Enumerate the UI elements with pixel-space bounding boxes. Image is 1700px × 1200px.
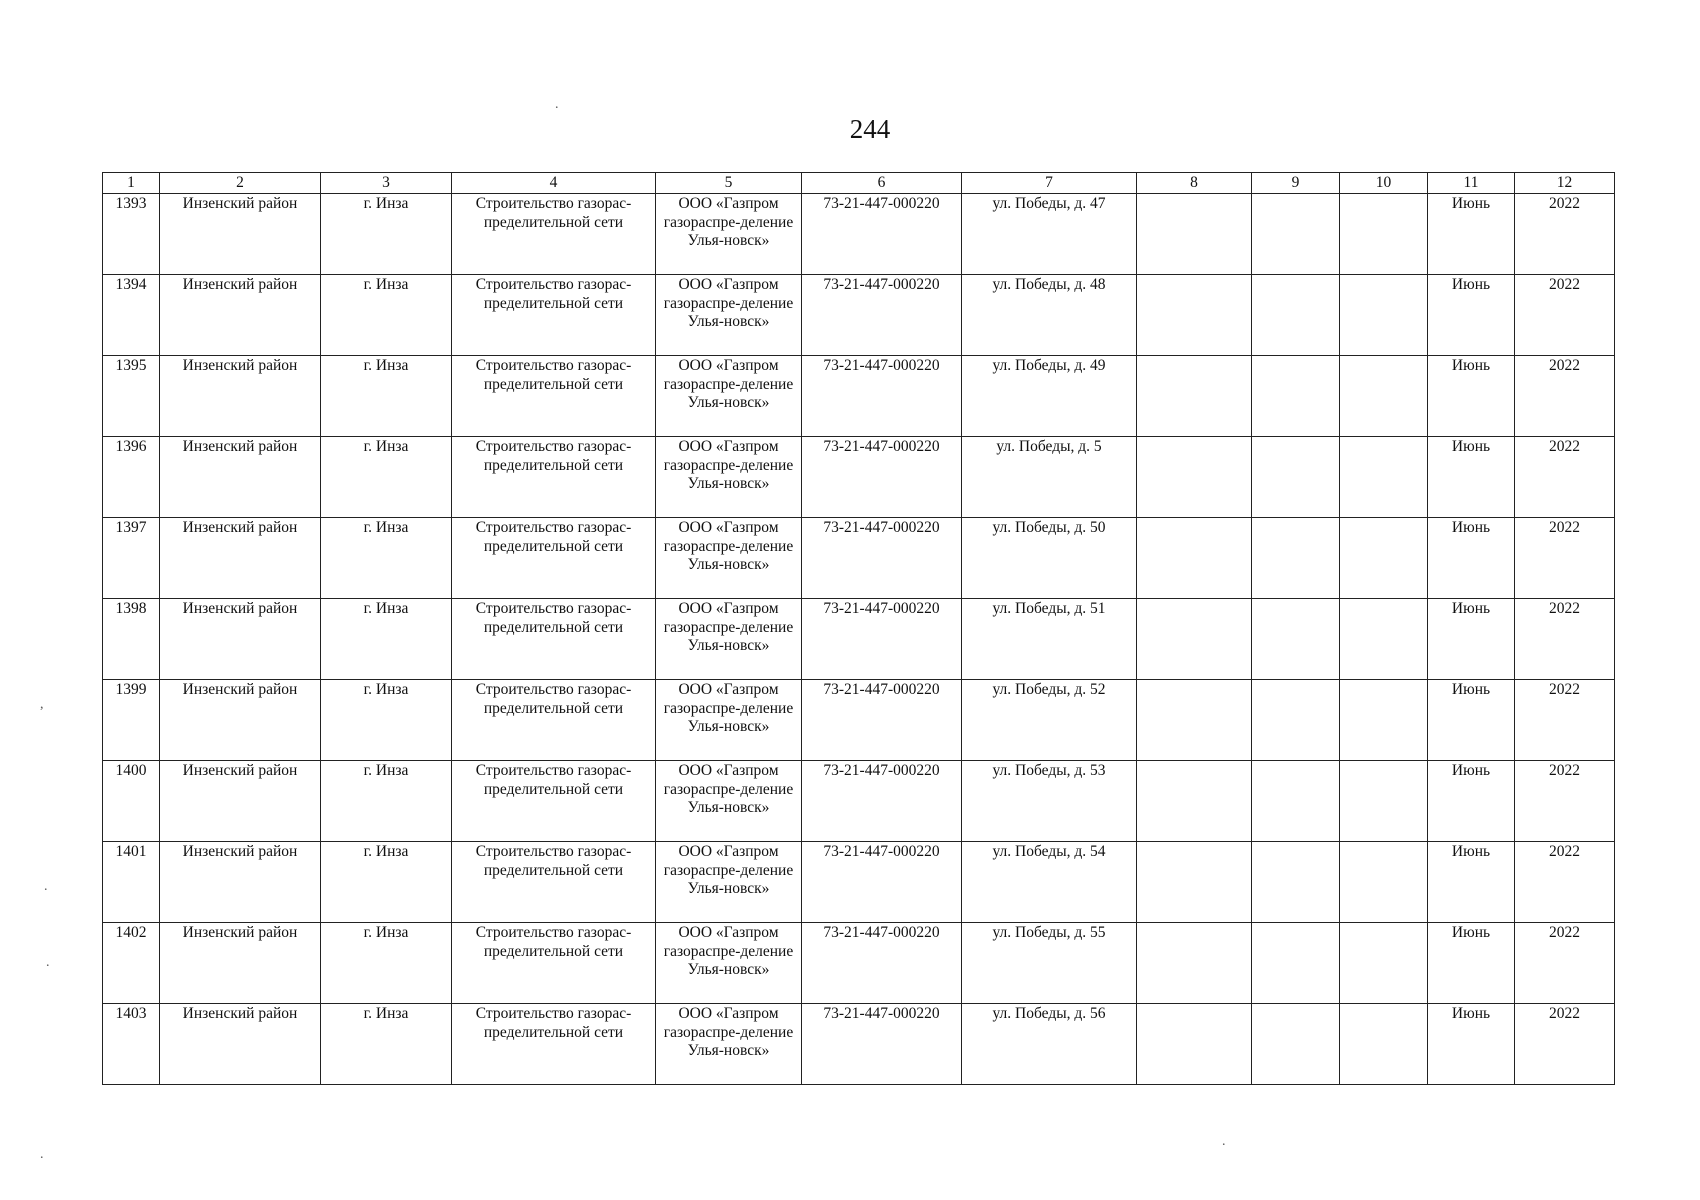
cell-organization: ООО «Газпром газораспре-деление Улья-новск» xyxy=(656,356,802,437)
cell-year: 2022 xyxy=(1515,437,1615,518)
cell-col-8 xyxy=(1137,599,1252,680)
cell-work-type: Строительство газорас-пределительной сети xyxy=(452,842,656,923)
cell-code: 73-21-447-000220 xyxy=(802,1004,962,1085)
cell-address: ул. Победы, д. 56 xyxy=(962,1004,1137,1085)
cell-code: 73-21-447-000220 xyxy=(802,275,962,356)
cell-code: 73-21-447-000220 xyxy=(802,761,962,842)
cell-month: Июнь xyxy=(1428,437,1515,518)
cell-col-10 xyxy=(1340,1004,1428,1085)
cell-col-9 xyxy=(1252,761,1340,842)
cell-month: Июнь xyxy=(1428,1004,1515,1085)
cell-address: ул. Победы, д. 51 xyxy=(962,599,1137,680)
cell-col-9 xyxy=(1252,518,1340,599)
cell-code: 73-21-447-000220 xyxy=(802,680,962,761)
cell-col-8 xyxy=(1137,437,1252,518)
scan-speck: . xyxy=(1222,1134,1226,1149)
cell-col-9 xyxy=(1252,194,1340,275)
scan-speck: . xyxy=(44,879,48,894)
cell-row-number: 1394 xyxy=(103,275,160,356)
table-row xyxy=(103,842,1615,923)
cell-col-8 xyxy=(1137,1004,1252,1085)
cell-row-number: 1401 xyxy=(103,842,160,923)
cell-col-10 xyxy=(1340,680,1428,761)
cell-district: Инзенский район xyxy=(160,761,321,842)
cell-work-type: Строительство газорас-пределительной сети xyxy=(452,680,656,761)
cell-district: Инзенский район xyxy=(160,437,321,518)
cell-code: 73-21-447-000220 xyxy=(802,842,962,923)
cell-district: Инзенский район xyxy=(160,680,321,761)
cell-district: Инзенский район xyxy=(160,518,321,599)
cell-col-9 xyxy=(1252,680,1340,761)
table-row xyxy=(103,1004,1615,1085)
cell-year: 2022 xyxy=(1515,275,1615,356)
cell-code: 73-21-447-000220 xyxy=(802,437,962,518)
cell-col-10 xyxy=(1340,599,1428,680)
cell-work-type: Строительство газорас-пределительной сети xyxy=(452,437,656,518)
table-row xyxy=(103,923,1615,1004)
cell-code: 73-21-447-000220 xyxy=(802,923,962,1004)
cell-year: 2022 xyxy=(1515,356,1615,437)
cell-district: Инзенский район xyxy=(160,356,321,437)
column-header: 3 xyxy=(321,173,452,194)
cell-organization: ООО «Газпром газораспре-деление Улья-новск» xyxy=(656,842,802,923)
cell-town: г. Инза xyxy=(321,680,452,761)
cell-col-8 xyxy=(1137,356,1252,437)
cell-organization: ООО «Газпром газораспре-деление Улья-новск» xyxy=(656,194,802,275)
cell-year: 2022 xyxy=(1515,518,1615,599)
cell-work-type: Строительство газорас-пределительной сети xyxy=(452,194,656,275)
cell-month: Июнь xyxy=(1428,356,1515,437)
cell-organization: ООО «Газпром газораспре-деление Улья-новск» xyxy=(656,923,802,1004)
cell-col-8 xyxy=(1137,842,1252,923)
cell-row-number: 1398 xyxy=(103,599,160,680)
cell-month: Июнь xyxy=(1428,275,1515,356)
cell-col-10 xyxy=(1340,923,1428,1004)
cell-col-8 xyxy=(1137,923,1252,1004)
cell-col-10 xyxy=(1340,275,1428,356)
column-header: 12 xyxy=(1515,173,1615,194)
cell-district: Инзенский район xyxy=(160,923,321,1004)
cell-district: Инзенский район xyxy=(160,275,321,356)
cell-town: г. Инза xyxy=(321,599,452,680)
scan-speck: . xyxy=(46,955,50,970)
cell-town: г. Инза xyxy=(321,923,452,1004)
cell-address: ул. Победы, д. 55 xyxy=(962,923,1137,1004)
cell-organization: ООО «Газпром газораспре-деление Улья-новск» xyxy=(656,680,802,761)
cell-address: ул. Победы, д. 48 xyxy=(962,275,1137,356)
cell-town: г. Инза xyxy=(321,1004,452,1085)
cell-row-number: 1400 xyxy=(103,761,160,842)
cell-town: г. Инза xyxy=(321,194,452,275)
table-row xyxy=(103,275,1615,356)
cell-address: ул. Победы, д. 53 xyxy=(962,761,1137,842)
header-row xyxy=(103,173,1615,194)
cell-year: 2022 xyxy=(1515,599,1615,680)
cell-town: г. Инза xyxy=(321,356,452,437)
cell-year: 2022 xyxy=(1515,923,1615,1004)
scan-speck: . xyxy=(555,97,559,112)
cell-col-10 xyxy=(1340,518,1428,599)
cell-col-9 xyxy=(1252,842,1340,923)
cell-year: 2022 xyxy=(1515,680,1615,761)
cell-month: Июнь xyxy=(1428,761,1515,842)
cell-col-9 xyxy=(1252,437,1340,518)
cell-row-number: 1403 xyxy=(103,1004,160,1085)
cell-address: ул. Победы, д. 5 xyxy=(962,437,1137,518)
cell-row-number: 1402 xyxy=(103,923,160,1004)
cell-col-8 xyxy=(1137,680,1252,761)
cell-code: 73-21-447-000220 xyxy=(802,194,962,275)
table-row xyxy=(103,680,1615,761)
cell-work-type: Строительство газорас-пределительной сети xyxy=(452,923,656,1004)
cell-year: 2022 xyxy=(1515,842,1615,923)
page-number: 244 xyxy=(849,114,891,144)
cell-col-9 xyxy=(1252,923,1340,1004)
cell-town: г. Инза xyxy=(321,518,452,599)
cell-address: ул. Победы, д. 52 xyxy=(962,680,1137,761)
cell-organization: ООО «Газпром газораспре-деление Улья-новск» xyxy=(656,1004,802,1085)
register-table xyxy=(102,172,1615,1085)
cell-work-type: Строительство газорас-пределительной сети xyxy=(452,761,656,842)
cell-code: 73-21-447-000220 xyxy=(802,599,962,680)
cell-col-10 xyxy=(1340,356,1428,437)
cell-address: ул. Победы, д. 50 xyxy=(962,518,1137,599)
column-header: 4 xyxy=(452,173,656,194)
cell-row-number: 1396 xyxy=(103,437,160,518)
column-header: 1 xyxy=(103,173,160,194)
cell-code: 73-21-447-000220 xyxy=(802,356,962,437)
cell-address: ул. Победы, д. 49 xyxy=(962,356,1137,437)
cell-work-type: Строительство газорас-пределительной сети xyxy=(452,356,656,437)
cell-row-number: 1395 xyxy=(103,356,160,437)
cell-address: ул. Победы, д. 47 xyxy=(962,194,1137,275)
cell-town: г. Инза xyxy=(321,761,452,842)
cell-district: Инзенский район xyxy=(160,599,321,680)
column-header: 10 xyxy=(1340,173,1428,194)
cell-col-9 xyxy=(1252,356,1340,437)
table-row xyxy=(103,194,1615,275)
cell-row-number: 1397 xyxy=(103,518,160,599)
cell-town: г. Инза xyxy=(321,842,452,923)
column-header: 5 xyxy=(656,173,802,194)
scan-speck: . xyxy=(40,1147,44,1162)
cell-month: Июнь xyxy=(1428,923,1515,1004)
table-row xyxy=(103,518,1615,599)
cell-col-9 xyxy=(1252,599,1340,680)
cell-organization: ООО «Газпром газораспре-деление Улья-новск» xyxy=(656,761,802,842)
cell-work-type: Строительство газорас-пределительной сети xyxy=(452,1004,656,1085)
column-header: 11 xyxy=(1428,173,1515,194)
cell-year: 2022 xyxy=(1515,761,1615,842)
column-header: 6 xyxy=(802,173,962,194)
cell-col-8 xyxy=(1137,518,1252,599)
cell-col-8 xyxy=(1137,194,1252,275)
cell-month: Июнь xyxy=(1428,599,1515,680)
cell-town: г. Инза xyxy=(321,275,452,356)
cell-col-9 xyxy=(1252,275,1340,356)
cell-organization: ООО «Газпром газораспре-деление Улья-новск» xyxy=(656,518,802,599)
column-header: 2 xyxy=(160,173,321,194)
table-row xyxy=(103,437,1615,518)
cell-col-10 xyxy=(1340,842,1428,923)
cell-district: Инзенский район xyxy=(160,842,321,923)
table-row xyxy=(103,599,1615,680)
cell-col-8 xyxy=(1137,761,1252,842)
cell-year: 2022 xyxy=(1515,1004,1615,1085)
column-header: 7 xyxy=(962,173,1137,194)
cell-row-number: 1393 xyxy=(103,194,160,275)
column-header: 8 xyxy=(1137,173,1252,194)
cell-town: г. Инза xyxy=(321,437,452,518)
cell-row-number: 1399 xyxy=(103,680,160,761)
table-row xyxy=(103,761,1615,842)
cell-district: Инзенский район xyxy=(160,1004,321,1085)
cell-district: Инзенский район xyxy=(160,194,321,275)
cell-month: Июнь xyxy=(1428,680,1515,761)
cell-col-10 xyxy=(1340,761,1428,842)
cell-work-type: Строительство газорас-пределительной сети xyxy=(452,518,656,599)
cell-month: Июнь xyxy=(1428,194,1515,275)
cell-month: Июнь xyxy=(1428,518,1515,599)
cell-work-type: Строительство газорас-пределительной сети xyxy=(452,599,656,680)
cell-col-8 xyxy=(1137,275,1252,356)
cell-organization: ООО «Газпром газораспре-деление Улья-новск» xyxy=(656,437,802,518)
cell-col-10 xyxy=(1340,437,1428,518)
table-row xyxy=(103,356,1615,437)
cell-organization: ООО «Газпром газораспре-деление Улья-новск» xyxy=(656,275,802,356)
cell-organization: ООО «Газпром газораспре-деление Улья-новск» xyxy=(656,599,802,680)
cell-year: 2022 xyxy=(1515,194,1615,275)
cell-code: 73-21-447-000220 xyxy=(802,518,962,599)
cell-month: Июнь xyxy=(1428,842,1515,923)
scan-speck: , xyxy=(40,697,44,712)
cell-work-type: Строительство газорас-пределительной сети xyxy=(452,275,656,356)
cell-col-9 xyxy=(1252,1004,1340,1085)
cell-col-10 xyxy=(1340,194,1428,275)
register-body xyxy=(103,194,1615,1085)
column-header: 9 xyxy=(1252,173,1340,194)
cell-address: ул. Победы, д. 54 xyxy=(962,842,1137,923)
